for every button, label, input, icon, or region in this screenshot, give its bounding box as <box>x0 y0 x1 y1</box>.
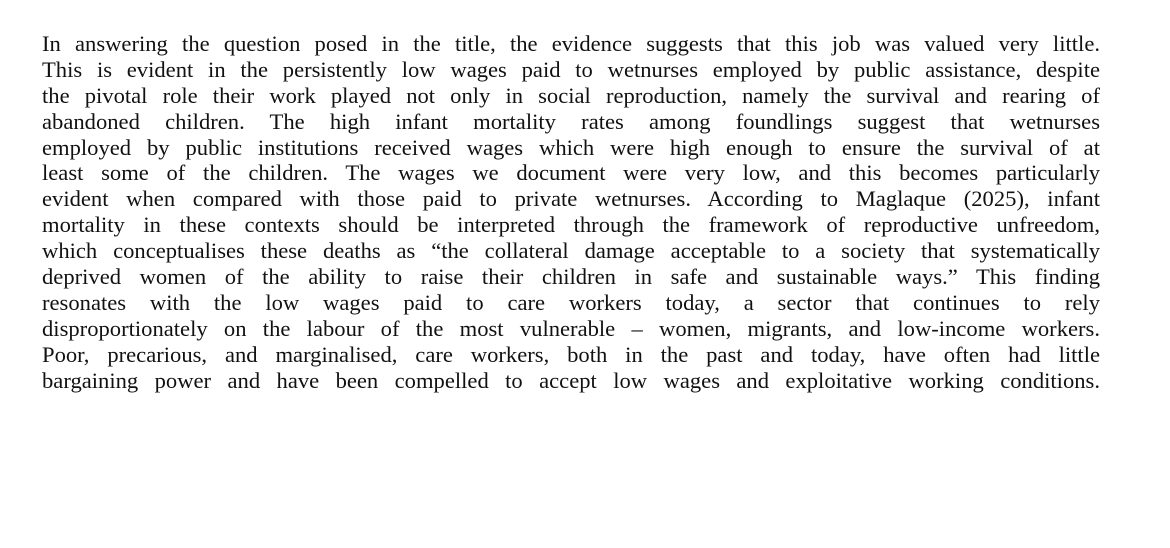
paragraph-line-10: deprived women of the ability to raise their children in safe and sustainable ways.” This finding <box>42 264 1100 290</box>
paragraph-line-5: employed by public institutions received wages which were high enough to ensure the survival of at <box>42 134 1100 160</box>
paragraph-line-3: the pivotal role their work played not only in social reproduction, namely the survival and rearing of <box>42 82 1100 108</box>
paragraph-line-13: Poor, precarious, and marginalised, care workers, both in the past and today, have often had little <box>42 341 1100 367</box>
text-paragraph <box>42 31 1100 393</box>
paragraph-line-12: disproportionately on the labour of the most vulnerable – women, migrants, and low-income workers. <box>42 315 1100 341</box>
paragraph-line-8: mortality in these contexts should be interpreted through the framework of reproductive unfreedom, <box>42 212 1100 238</box>
paragraph-line-4: abandoned children. The high infant mortality rates among foundlings suggest that wetnurses <box>42 108 1100 134</box>
paragraph-line-11: resonates with the low wages paid to care workers today, a sector that continues to rely <box>42 289 1100 315</box>
paragraph-line-1: In answering the question posed in the title, the evidence suggests that this job was valued very little. <box>42 31 1100 56</box>
paragraph-line-14: bargaining power and have been compelled to accept low wages and exploitative working conditions. <box>42 367 1100 393</box>
paragraph-line-9: which conceptualises these deaths as “the collateral damage acceptable to a society that systematically <box>42 238 1100 264</box>
paragraph-line-2: This is evident in the persistently low wages paid to wetnurses employed by public assistance, despite <box>42 56 1100 82</box>
paragraph-line-7: evident when compared with those paid to private wetnurses. According to Maglaque (2025), infant <box>42 186 1100 212</box>
paragraph-line-6: least some of the children. The wages we document were very low, and this becomes particularly <box>42 160 1100 186</box>
